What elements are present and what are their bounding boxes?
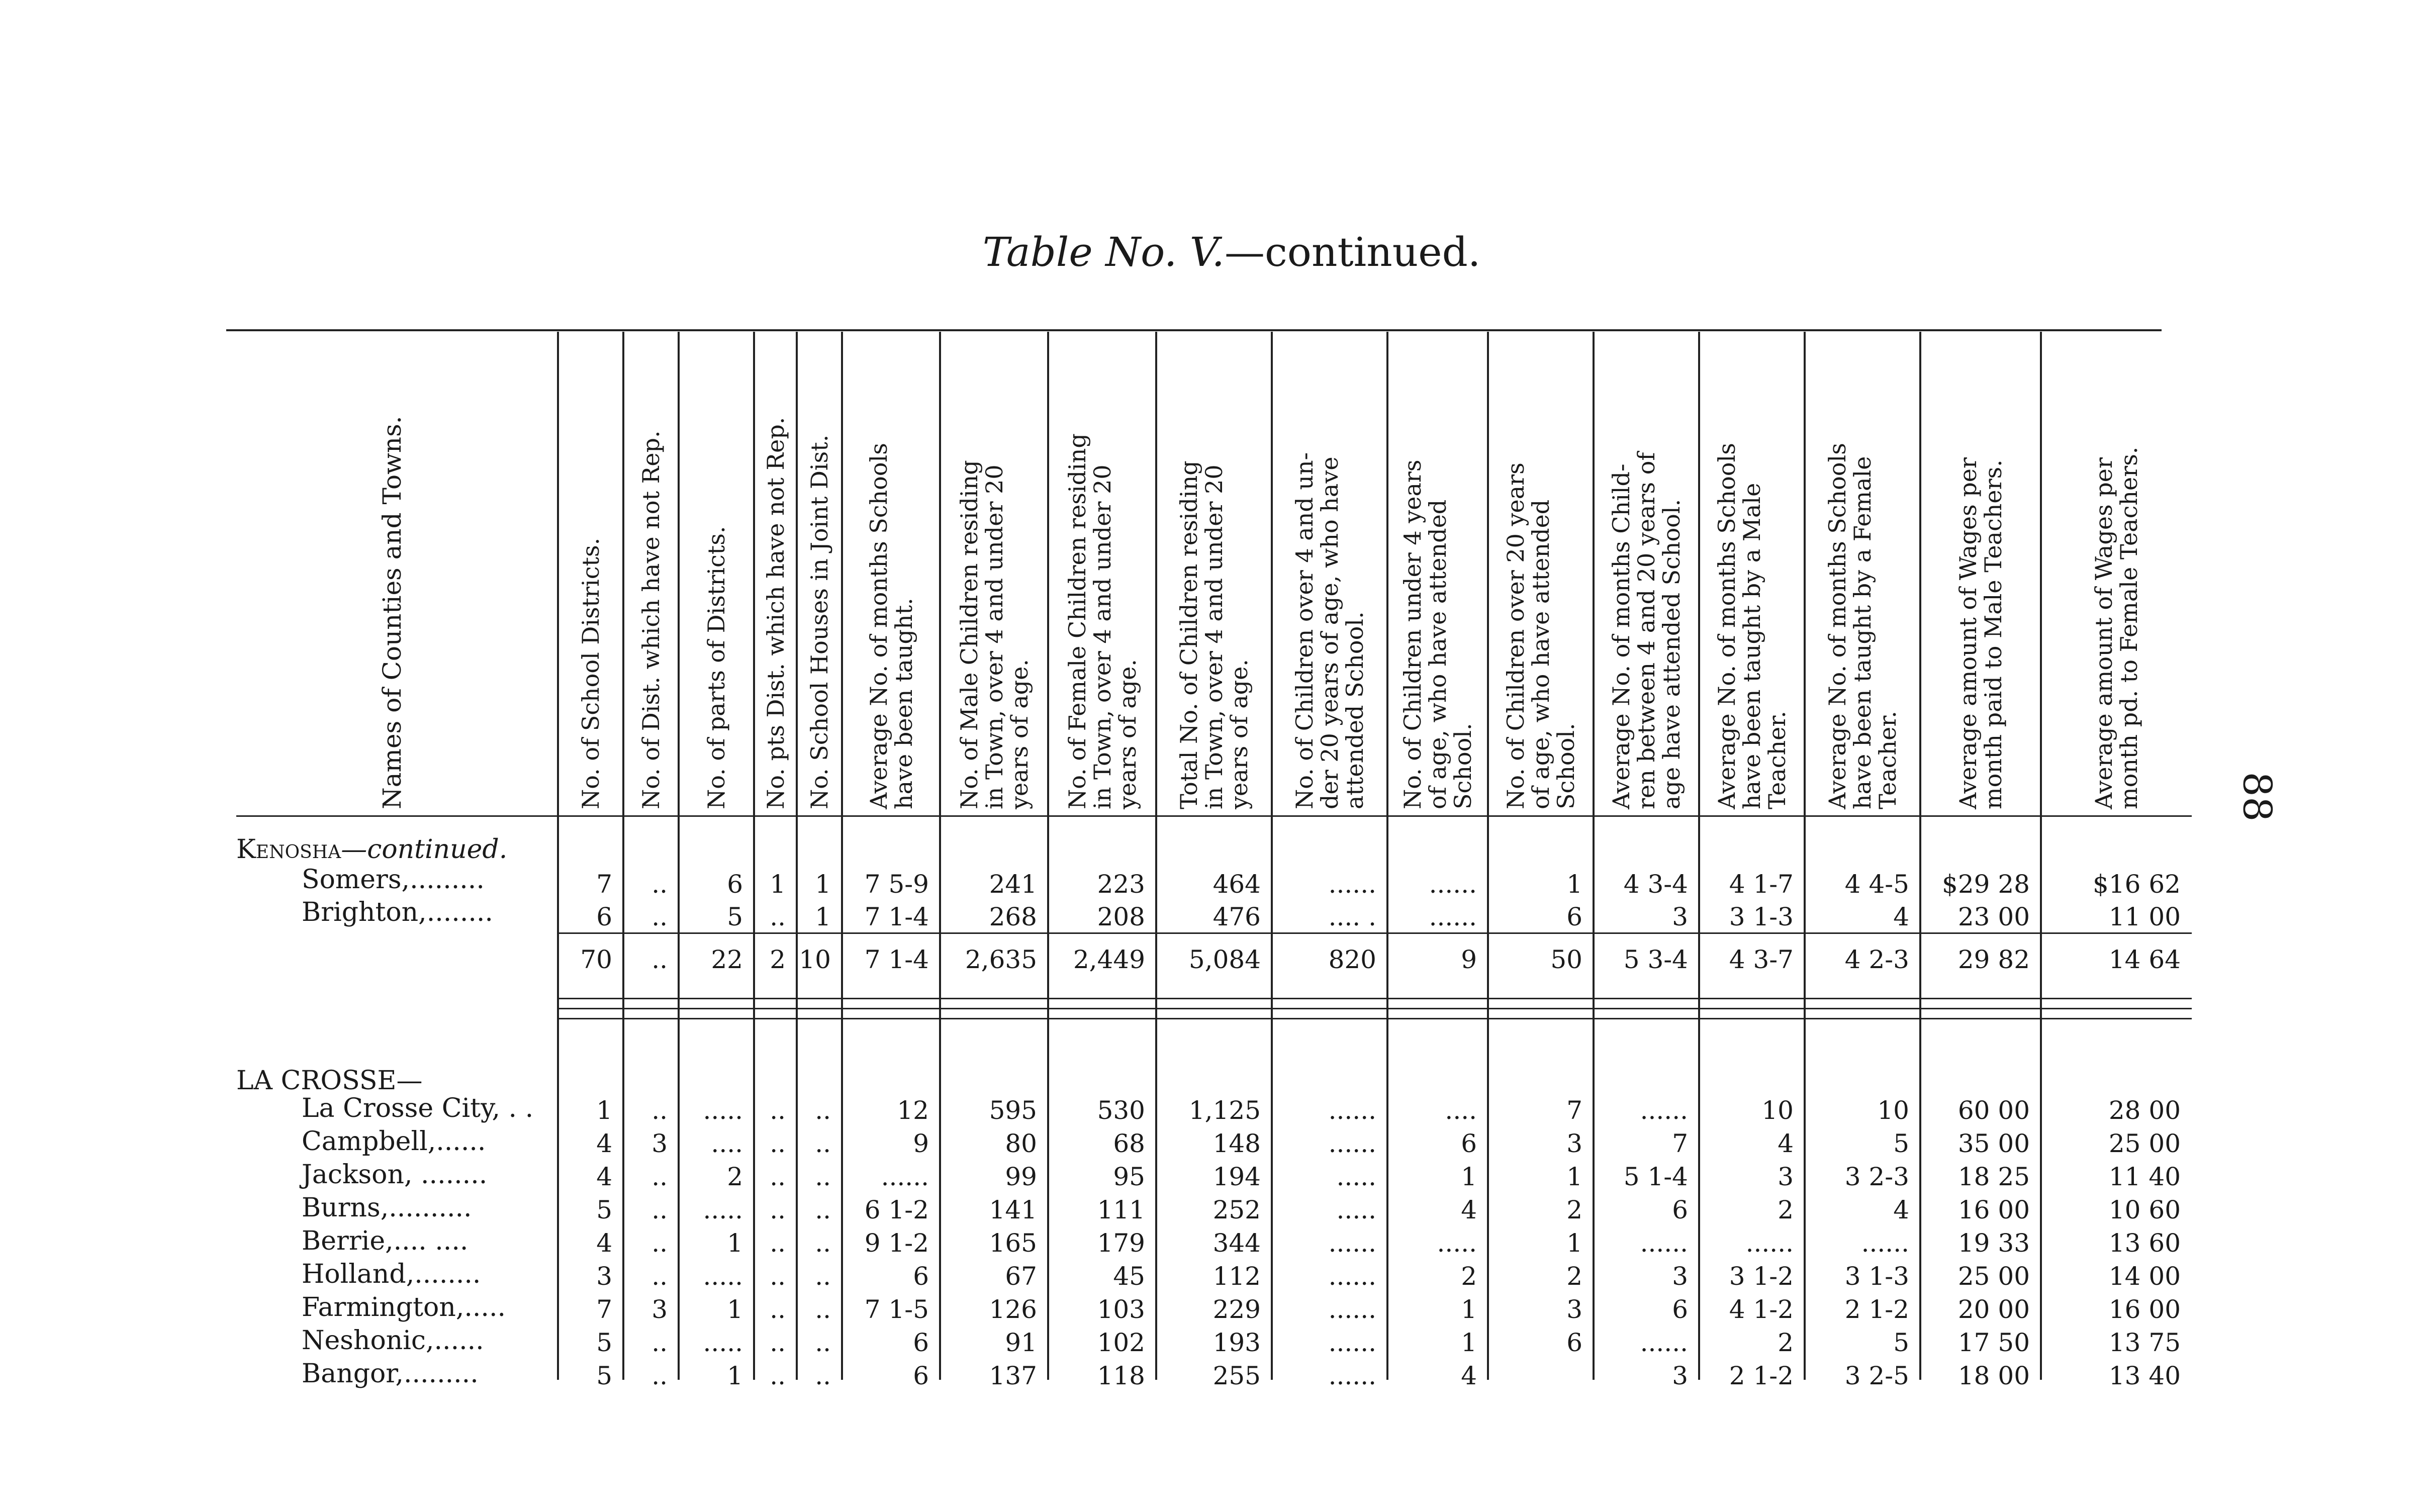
kenosha-total-rule-3 bbox=[558, 1018, 2192, 1019]
lacrosse-row-4-cell-7: 179 bbox=[1097, 1228, 1145, 1258]
column-header-text-9: Total No. of Children residing in Town, over 4 and under 20 years of age. bbox=[1175, 460, 1253, 809]
lacrosse-row-3-cell-0: 5 bbox=[596, 1195, 612, 1224]
lacrosse-row-0-cell-9: ...... bbox=[1328, 1096, 1376, 1125]
lacrosse-row-3-cell-9: ..... bbox=[1336, 1195, 1376, 1224]
lacrosse-row-2-cell-9: ..... bbox=[1336, 1162, 1376, 1191]
column-header-text-8: No. of Female Children residing in Town, over 4 and under 20 years of age. bbox=[1063, 433, 1141, 809]
lacrosse-row-4-cell-13: ...... bbox=[1745, 1228, 1794, 1258]
lacrosse-row-2-cell-6: 99 bbox=[1005, 1162, 1037, 1191]
column-header-5 bbox=[797, 327, 842, 814]
kenosha-row-1-cell-11: 6 bbox=[1566, 902, 1582, 931]
town-name: Berrie,.... .... bbox=[302, 1226, 469, 1256]
column-header-text-16: Average amount of Wages per month paid to Male Teachers. bbox=[1954, 457, 2007, 809]
lacrosse-row-3-cell-11: 2 bbox=[1566, 1195, 1582, 1224]
lacrosse-row-1-cell-9: ...... bbox=[1328, 1129, 1376, 1158]
kenosha-row-1-cell-8: 476 bbox=[1212, 902, 1261, 931]
town-name: Neshonic,...... bbox=[302, 1326, 484, 1356]
town-name: Jackson, ........ bbox=[302, 1160, 488, 1190]
lacrosse-row-3-cell-2: ..... bbox=[703, 1195, 743, 1224]
column-header-3 bbox=[679, 327, 754, 814]
lacrosse-row-4-cell-9: ...... bbox=[1328, 1228, 1376, 1258]
column-header-17 bbox=[2041, 327, 2192, 814]
kenosha-total-rule-1 bbox=[558, 998, 2192, 999]
lacrosse-row-1-cell-8: 148 bbox=[1212, 1129, 1261, 1158]
kenosha-row-1-cell-10: ...... bbox=[1429, 902, 1477, 931]
kenosha-row-0-cell-6: 241 bbox=[989, 870, 1037, 899]
lacrosse-row-0-cell-8: 1,125 bbox=[1188, 1096, 1261, 1125]
lacrosse-row-7-cell-2: ..... bbox=[703, 1328, 743, 1357]
kenosha-row-0-cell-11: 1 bbox=[1566, 870, 1582, 899]
lacrosse-row-3-cell-15: 16 00 bbox=[1957, 1195, 2030, 1224]
kenosha-total-cell-12: 5 3-4 bbox=[1623, 945, 1688, 974]
lacrosse-row-2-cell-12: 5 1-4 bbox=[1623, 1162, 1688, 1191]
lacrosse-row-8-cell-14: 3 2-5 bbox=[1844, 1361, 1909, 1390]
lacrosse-row-1-cell-2: .... bbox=[711, 1129, 743, 1158]
town-name: La Crosse City, . . bbox=[302, 1093, 534, 1123]
lacrosse-row-7-cell-8: 193 bbox=[1212, 1328, 1261, 1357]
lacrosse-row-3-cell-5: 6 1-2 bbox=[864, 1195, 929, 1224]
lacrosse-row-0-cell-0: 1 bbox=[596, 1096, 612, 1125]
lacrosse-row-0-cell-7: 530 bbox=[1097, 1096, 1145, 1125]
lacrosse-row-2-cell-5: ...... bbox=[881, 1162, 929, 1191]
lacrosse-row-6-cell-13: 4 1-2 bbox=[1729, 1295, 1794, 1324]
column-header-13 bbox=[1594, 327, 1699, 814]
column-header-text-4: No. pts Dist. which have not Rep. bbox=[762, 417, 789, 809]
kenosha-row-0-cell-1: .. bbox=[651, 870, 668, 899]
lacrosse-row-0-cell-4: .. bbox=[815, 1096, 831, 1125]
kenosha-row-0-cell-13: 4 1-7 bbox=[1729, 870, 1794, 899]
town-name: Somers,......... bbox=[302, 865, 485, 895]
kenosha-row-0-cell-10: ...... bbox=[1429, 870, 1477, 899]
kenosha-row-0-cell-15: $29 28 bbox=[1942, 870, 2030, 899]
lacrosse-row-3-cell-13: 2 bbox=[1778, 1195, 1794, 1224]
lacrosse-row-4-cell-8: 344 bbox=[1212, 1228, 1261, 1258]
lacrosse-row-4-cell-2: 1 bbox=[727, 1228, 743, 1258]
lacrosse-row-0-cell-13: 10 bbox=[1761, 1096, 1794, 1125]
kenosha-row-0-cell-7: 223 bbox=[1097, 870, 1145, 899]
column-header-11 bbox=[1387, 327, 1488, 814]
lacrosse-row-7-cell-5: 6 bbox=[913, 1328, 929, 1357]
header-bottom-rule-names bbox=[236, 815, 558, 817]
lacrosse-row-4-cell-14: ...... bbox=[1861, 1228, 1909, 1258]
lacrosse-row-6-cell-12: 6 bbox=[1672, 1295, 1688, 1324]
lacrosse-row-6-cell-5: 7 1-5 bbox=[864, 1295, 929, 1324]
lacrosse-row-1-cell-16: 25 00 bbox=[2108, 1129, 2181, 1158]
lacrosse-row-5-cell-13: 3 1-2 bbox=[1729, 1262, 1794, 1291]
county-label-lacrosse: LA CROSSE— bbox=[236, 1066, 423, 1096]
town-name: Brighton,........ bbox=[302, 897, 493, 927]
lacrosse-row-6-cell-2: 1 bbox=[727, 1295, 743, 1324]
kenosha-row-1-cell-12: 3 bbox=[1672, 902, 1688, 931]
lacrosse-row-7-cell-1: .. bbox=[651, 1328, 668, 1357]
kenosha-total-cell-0: 70 bbox=[580, 945, 612, 974]
lacrosse-row-3-cell-1: .. bbox=[651, 1195, 668, 1224]
kenosha-total-cell-15: 29 82 bbox=[1957, 945, 2030, 974]
lacrosse-row-5-cell-6: 67 bbox=[1005, 1262, 1037, 1291]
column-header-text-13: Average No. of months Child- ren between 4 and 20 years of age have attended School. bbox=[1608, 452, 1685, 809]
lacrosse-row-7-cell-11: 6 bbox=[1566, 1328, 1582, 1357]
town-name: Holland,........ bbox=[302, 1259, 481, 1289]
column-header-15 bbox=[1805, 327, 1920, 814]
lacrosse-row-2-cell-10: 1 bbox=[1461, 1162, 1477, 1191]
kenosha-total-cell-2: 22 bbox=[711, 945, 743, 974]
lacrosse-row-8-cell-4: .. bbox=[815, 1361, 831, 1390]
lacrosse-row-7-cell-0: 5 bbox=[596, 1328, 612, 1357]
kenosha-row-1-cell-16: 11 00 bbox=[2108, 902, 2181, 931]
lacrosse-row-3-cell-14: 4 bbox=[1893, 1195, 1909, 1224]
lacrosse-row-7-cell-14: 5 bbox=[1893, 1328, 1909, 1357]
lacrosse-row-1-cell-6: 80 bbox=[1005, 1129, 1037, 1158]
lacrosse-row-4-cell-5: 9 1-2 bbox=[864, 1228, 929, 1258]
kenosha-total-cell-6: 2,635 bbox=[965, 945, 1037, 974]
lacrosse-row-3-cell-7: 111 bbox=[1097, 1195, 1145, 1224]
lacrosse-row-8-cell-16: 13 40 bbox=[2108, 1361, 2181, 1390]
lacrosse-row-8-cell-13: 2 1-2 bbox=[1729, 1361, 1794, 1390]
lacrosse-row-8-cell-1: .. bbox=[651, 1361, 668, 1390]
lacrosse-row-5-cell-11: 2 bbox=[1566, 1262, 1582, 1291]
lacrosse-row-8-cell-10: 4 bbox=[1461, 1361, 1477, 1390]
town-name: Campbell,...... bbox=[302, 1126, 486, 1157]
lacrosse-row-4-cell-11: 1 bbox=[1566, 1228, 1582, 1258]
lacrosse-row-7-cell-9: ...... bbox=[1328, 1328, 1376, 1357]
kenosha-row-0-cell-3: 1 bbox=[770, 870, 786, 899]
lacrosse-row-8-cell-0: 5 bbox=[596, 1361, 612, 1390]
lacrosse-row-6-cell-9: ...... bbox=[1328, 1295, 1376, 1324]
lacrosse-row-7-cell-15: 17 50 bbox=[1957, 1328, 2030, 1357]
lacrosse-row-8-cell-3: .. bbox=[770, 1361, 786, 1390]
column-header-7 bbox=[940, 327, 1048, 814]
lacrosse-row-1-cell-5: 9 bbox=[913, 1129, 929, 1158]
lacrosse-row-2-cell-1: .. bbox=[651, 1162, 668, 1191]
lacrosse-row-0-cell-10: .... bbox=[1445, 1096, 1477, 1125]
kenosha-row-0-cell-0: 7 bbox=[596, 870, 612, 899]
lacrosse-row-1-cell-3: .. bbox=[770, 1129, 786, 1158]
lacrosse-row-6-cell-8: 229 bbox=[1212, 1295, 1261, 1324]
lacrosse-row-5-cell-4: .. bbox=[815, 1262, 831, 1291]
column-header-text-10: No. of Children over 4 and un- der 20 years of age, who have attended School. bbox=[1291, 452, 1368, 809]
kenosha-subtotal-rule bbox=[558, 932, 2192, 934]
column-header-text-7: No. of Male Children residing in Town, over 4 and under 20 years of age. bbox=[955, 460, 1033, 809]
lacrosse-row-0-cell-16: 28 00 bbox=[2108, 1096, 2181, 1125]
lacrosse-row-4-cell-0: 4 bbox=[596, 1228, 612, 1258]
kenosha-row-0-cell-14: 4 4-5 bbox=[1844, 870, 1909, 899]
town-name: Burns,.......... bbox=[302, 1193, 472, 1223]
lacrosse-row-6-cell-6: 126 bbox=[989, 1295, 1037, 1324]
kenosha-row-0-cell-9: ...... bbox=[1328, 870, 1376, 899]
lacrosse-row-5-cell-8: 112 bbox=[1212, 1262, 1261, 1291]
lacrosse-row-1-cell-12: 7 bbox=[1672, 1129, 1688, 1158]
lacrosse-row-0-cell-15: 60 00 bbox=[1957, 1096, 2030, 1125]
lacrosse-row-8-cell-12: 3 bbox=[1672, 1361, 1688, 1390]
lacrosse-row-2-cell-16: 11 40 bbox=[2108, 1162, 2181, 1191]
kenosha-row-1-cell-13: 3 1-3 bbox=[1729, 902, 1794, 931]
kenosha-total-cell-13: 4 3-7 bbox=[1729, 945, 1794, 974]
kenosha-row-1-cell-14: 4 bbox=[1893, 902, 1909, 931]
lacrosse-row-2-cell-15: 18 25 bbox=[1957, 1162, 2030, 1191]
lacrosse-row-1-cell-15: 35 00 bbox=[1957, 1129, 2030, 1158]
column-header-4 bbox=[754, 327, 797, 814]
lacrosse-row-7-cell-16: 13 75 bbox=[2108, 1328, 2181, 1357]
kenosha-total-cell-4: 10 bbox=[799, 945, 831, 974]
column-header-text-1: No. of School Districts. bbox=[577, 537, 604, 809]
lacrosse-row-3-cell-16: 10 60 bbox=[2108, 1195, 2181, 1224]
lacrosse-row-7-cell-7: 102 bbox=[1097, 1328, 1145, 1357]
kenosha-row-1-cell-0: 6 bbox=[596, 902, 612, 931]
lacrosse-row-8-cell-15: 18 00 bbox=[1957, 1361, 2030, 1390]
lacrosse-row-4-cell-10: ..... bbox=[1437, 1228, 1477, 1258]
lacrosse-row-7-cell-10: 1 bbox=[1461, 1328, 1477, 1357]
lacrosse-row-6-cell-3: .. bbox=[770, 1295, 786, 1324]
kenosha-row-1-cell-5: 7 1-4 bbox=[864, 902, 929, 931]
kenosha-row-1-cell-3: .. bbox=[770, 902, 786, 931]
kenosha-total-cell-5: 7 1-4 bbox=[864, 945, 929, 974]
kenosha-total-cell-1: .. bbox=[651, 945, 668, 974]
column-header-text-12: No. of Children over 20 years of age, who have attended School. bbox=[1502, 462, 1579, 809]
town-name: Bangor,......... bbox=[302, 1359, 479, 1389]
town-name: Farmington,..... bbox=[302, 1292, 506, 1322]
lacrosse-row-6-cell-7: 103 bbox=[1097, 1295, 1145, 1324]
lacrosse-row-6-cell-15: 20 00 bbox=[1957, 1295, 2030, 1324]
lacrosse-row-7-cell-12: ...... bbox=[1640, 1328, 1688, 1357]
lacrosse-row-7-cell-6: 91 bbox=[1005, 1328, 1037, 1357]
lacrosse-row-2-cell-13: 3 bbox=[1778, 1162, 1794, 1191]
kenosha-total-cell-7: 2,449 bbox=[1073, 945, 1145, 974]
lacrosse-row-5-cell-12: 3 bbox=[1672, 1262, 1688, 1291]
header-bottom-rule bbox=[558, 815, 2192, 817]
kenosha-row-0-cell-5: 7 5-9 bbox=[864, 870, 929, 899]
lacrosse-row-8-cell-5: 6 bbox=[913, 1361, 929, 1390]
kenosha-row-0-cell-12: 4 3-4 bbox=[1623, 870, 1688, 899]
lacrosse-row-5-cell-1: .. bbox=[651, 1262, 668, 1291]
lacrosse-row-2-cell-11: 1 bbox=[1566, 1162, 1582, 1191]
lacrosse-row-5-cell-10: 2 bbox=[1461, 1262, 1477, 1291]
lacrosse-row-1-cell-13: 4 bbox=[1778, 1129, 1794, 1158]
kenosha-row-0-cell-8: 464 bbox=[1212, 870, 1261, 899]
lacrosse-row-1-cell-1: 3 bbox=[651, 1129, 668, 1158]
county-label-kenosha bbox=[236, 834, 507, 865]
lacrosse-row-4-cell-4: .. bbox=[815, 1228, 831, 1258]
lacrosse-row-1-cell-4: .. bbox=[815, 1129, 831, 1158]
lacrosse-row-1-cell-7: 68 bbox=[1113, 1129, 1145, 1158]
lacrosse-row-2-cell-2: 2 bbox=[727, 1162, 743, 1191]
page-title bbox=[955, 229, 1508, 275]
lacrosse-row-1-cell-0: 4 bbox=[596, 1129, 612, 1158]
lacrosse-row-7-cell-3: .. bbox=[770, 1328, 786, 1357]
column-header-9 bbox=[1156, 327, 1272, 814]
column-header-0 bbox=[226, 327, 558, 814]
kenosha-total-cell-9: 820 bbox=[1328, 945, 1376, 974]
lacrosse-row-0-cell-12: ...... bbox=[1640, 1096, 1688, 1125]
kenosha-row-0-cell-16: $16 62 bbox=[2093, 870, 2181, 899]
column-header-12 bbox=[1488, 327, 1594, 814]
lacrosse-row-2-cell-4: .. bbox=[815, 1162, 831, 1191]
lacrosse-row-0-cell-14: 10 bbox=[1877, 1096, 1909, 1125]
county-continued: —continued. bbox=[341, 834, 508, 865]
lacrosse-row-5-cell-14: 3 1-3 bbox=[1844, 1262, 1909, 1291]
lacrosse-row-8-cell-9: ...... bbox=[1328, 1361, 1376, 1390]
lacrosse-row-3-cell-10: 4 bbox=[1461, 1195, 1477, 1224]
kenosha-row-1-cell-2: 5 bbox=[727, 902, 743, 931]
title-italic: Table No. V. bbox=[982, 229, 1225, 275]
column-header-text-0: Names of Counties and Towns. bbox=[378, 416, 407, 809]
kenosha-total-rule-2 bbox=[558, 1008, 2192, 1009]
column-header-text-3: No. of parts of Districts. bbox=[703, 526, 730, 809]
lacrosse-row-2-cell-3: .. bbox=[770, 1162, 786, 1191]
lacrosse-row-3-cell-3: .. bbox=[770, 1195, 786, 1224]
column-header-text-6: Average No. of months Schools have been taught. bbox=[865, 443, 917, 809]
column-header-14 bbox=[1699, 327, 1805, 814]
lacrosse-row-2-cell-14: 3 2-3 bbox=[1844, 1162, 1909, 1191]
lacrosse-row-2-cell-7: 95 bbox=[1113, 1162, 1145, 1191]
column-header-text-17: Average amount of Wages per month pd. to Female Teachers. bbox=[2090, 446, 2142, 809]
lacrosse-row-0-cell-3: .. bbox=[770, 1096, 786, 1125]
kenosha-row-0-cell-4: 1 bbox=[815, 870, 831, 899]
lacrosse-row-5-cell-16: 14 00 bbox=[2108, 1262, 2181, 1291]
kenosha-row-1-cell-6: 268 bbox=[989, 902, 1037, 931]
lacrosse-row-1-cell-14: 5 bbox=[1893, 1129, 1909, 1158]
kenosha-total-cell-8: 5,084 bbox=[1188, 945, 1261, 974]
lacrosse-row-4-cell-12: ...... bbox=[1640, 1228, 1688, 1258]
lacrosse-row-5-cell-2: ..... bbox=[703, 1262, 743, 1291]
kenosha-total-cell-11: 50 bbox=[1550, 945, 1582, 974]
lacrosse-row-6-cell-16: 16 00 bbox=[2108, 1295, 2181, 1324]
column-header-text-15: Average No. of months Schools have been taught by a Female Teacher. bbox=[1824, 443, 1901, 809]
lacrosse-row-8-cell-8: 255 bbox=[1212, 1361, 1261, 1390]
lacrosse-row-7-cell-13: 2 bbox=[1778, 1328, 1794, 1357]
column-header-text-2: No. of Dist. which have not Rep. bbox=[637, 430, 665, 809]
title-rest: —continued. bbox=[1224, 229, 1481, 275]
lacrosse-row-3-cell-12: 6 bbox=[1672, 1195, 1688, 1224]
lacrosse-row-3-cell-6: 141 bbox=[989, 1195, 1037, 1224]
kenosha-row-1-cell-9: .... . bbox=[1328, 902, 1376, 931]
kenosha-row-1-cell-4: 1 bbox=[815, 902, 831, 931]
column-header-8 bbox=[1048, 327, 1156, 814]
lacrosse-row-6-cell-0: 7 bbox=[596, 1295, 612, 1324]
column-header-text-5: No. School Houses in Joint Dist. bbox=[806, 434, 833, 809]
kenosha-total-cell-3: 2 bbox=[770, 945, 786, 974]
lacrosse-row-1-cell-10: 6 bbox=[1461, 1129, 1477, 1158]
lacrosse-row-0-cell-2: ..... bbox=[703, 1096, 743, 1125]
lacrosse-row-4-cell-6: 165 bbox=[989, 1228, 1037, 1258]
lacrosse-row-3-cell-8: 252 bbox=[1212, 1195, 1261, 1224]
lacrosse-row-6-cell-10: 1 bbox=[1461, 1295, 1477, 1324]
lacrosse-row-5-cell-9: ...... bbox=[1328, 1262, 1376, 1291]
lacrosse-row-0-cell-11: 7 bbox=[1566, 1096, 1582, 1125]
lacrosse-row-4-cell-15: 19 33 bbox=[1957, 1228, 2030, 1258]
lacrosse-row-8-cell-7: 118 bbox=[1097, 1361, 1145, 1390]
kenosha-total-cell-16: 14 64 bbox=[2108, 945, 2181, 974]
lacrosse-row-8-cell-6: 137 bbox=[989, 1361, 1037, 1390]
lacrosse-row-0-cell-6: 595 bbox=[989, 1096, 1037, 1125]
lacrosse-row-6-cell-11: 3 bbox=[1566, 1295, 1582, 1324]
lacrosse-row-1-cell-11: 3 bbox=[1566, 1129, 1582, 1158]
lacrosse-row-8-cell-2: 1 bbox=[727, 1361, 743, 1390]
kenosha-row-0-cell-2: 6 bbox=[727, 870, 743, 899]
column-header-10 bbox=[1272, 327, 1387, 814]
lacrosse-row-0-cell-1: .. bbox=[651, 1096, 668, 1125]
kenosha-row-1-cell-7: 208 bbox=[1097, 902, 1145, 931]
lacrosse-row-4-cell-3: .. bbox=[770, 1228, 786, 1258]
column-header-text-14: Average No. of months Schools have been taught by a Male Teacher. bbox=[1713, 443, 1791, 809]
lacrosse-row-0-cell-5: 12 bbox=[897, 1096, 929, 1125]
kenosha-row-1-cell-15: 23 00 bbox=[1957, 902, 2030, 931]
lacrosse-row-5-cell-7: 45 bbox=[1113, 1262, 1145, 1291]
column-header-16 bbox=[1920, 327, 2041, 814]
lacrosse-row-7-cell-4: .. bbox=[815, 1328, 831, 1357]
column-header-6 bbox=[842, 327, 940, 814]
column-header-text-11: No. of Children under 4 years of age, who have attended School. bbox=[1399, 459, 1476, 809]
lacrosse-row-2-cell-8: 194 bbox=[1212, 1162, 1261, 1191]
column-header-2 bbox=[623, 327, 679, 814]
kenosha-total-cell-14: 4 2-3 bbox=[1844, 945, 1909, 974]
kenosha-row-1-cell-1: .. bbox=[651, 902, 668, 931]
county-name: Kenosha bbox=[236, 834, 341, 865]
lacrosse-row-6-cell-4: .. bbox=[815, 1295, 831, 1324]
lacrosse-row-3-cell-4: .. bbox=[815, 1195, 831, 1224]
lacrosse-row-5-cell-3: .. bbox=[770, 1262, 786, 1291]
kenosha-total-cell-10: 9 bbox=[1461, 945, 1477, 974]
lacrosse-row-4-cell-16: 13 60 bbox=[2108, 1228, 2181, 1258]
lacrosse-row-5-cell-5: 6 bbox=[913, 1262, 929, 1291]
lacrosse-row-6-cell-14: 2 1-2 bbox=[1844, 1295, 1909, 1324]
lacrosse-row-5-cell-15: 25 00 bbox=[1957, 1262, 2030, 1291]
lacrosse-row-6-cell-1: 3 bbox=[651, 1295, 668, 1324]
lacrosse-row-4-cell-1: .. bbox=[651, 1228, 668, 1258]
page-number: 88 bbox=[2234, 772, 2280, 822]
column-header-1 bbox=[558, 327, 623, 814]
lacrosse-row-5-cell-0: 3 bbox=[596, 1262, 612, 1291]
lacrosse-row-2-cell-0: 4 bbox=[596, 1162, 612, 1191]
